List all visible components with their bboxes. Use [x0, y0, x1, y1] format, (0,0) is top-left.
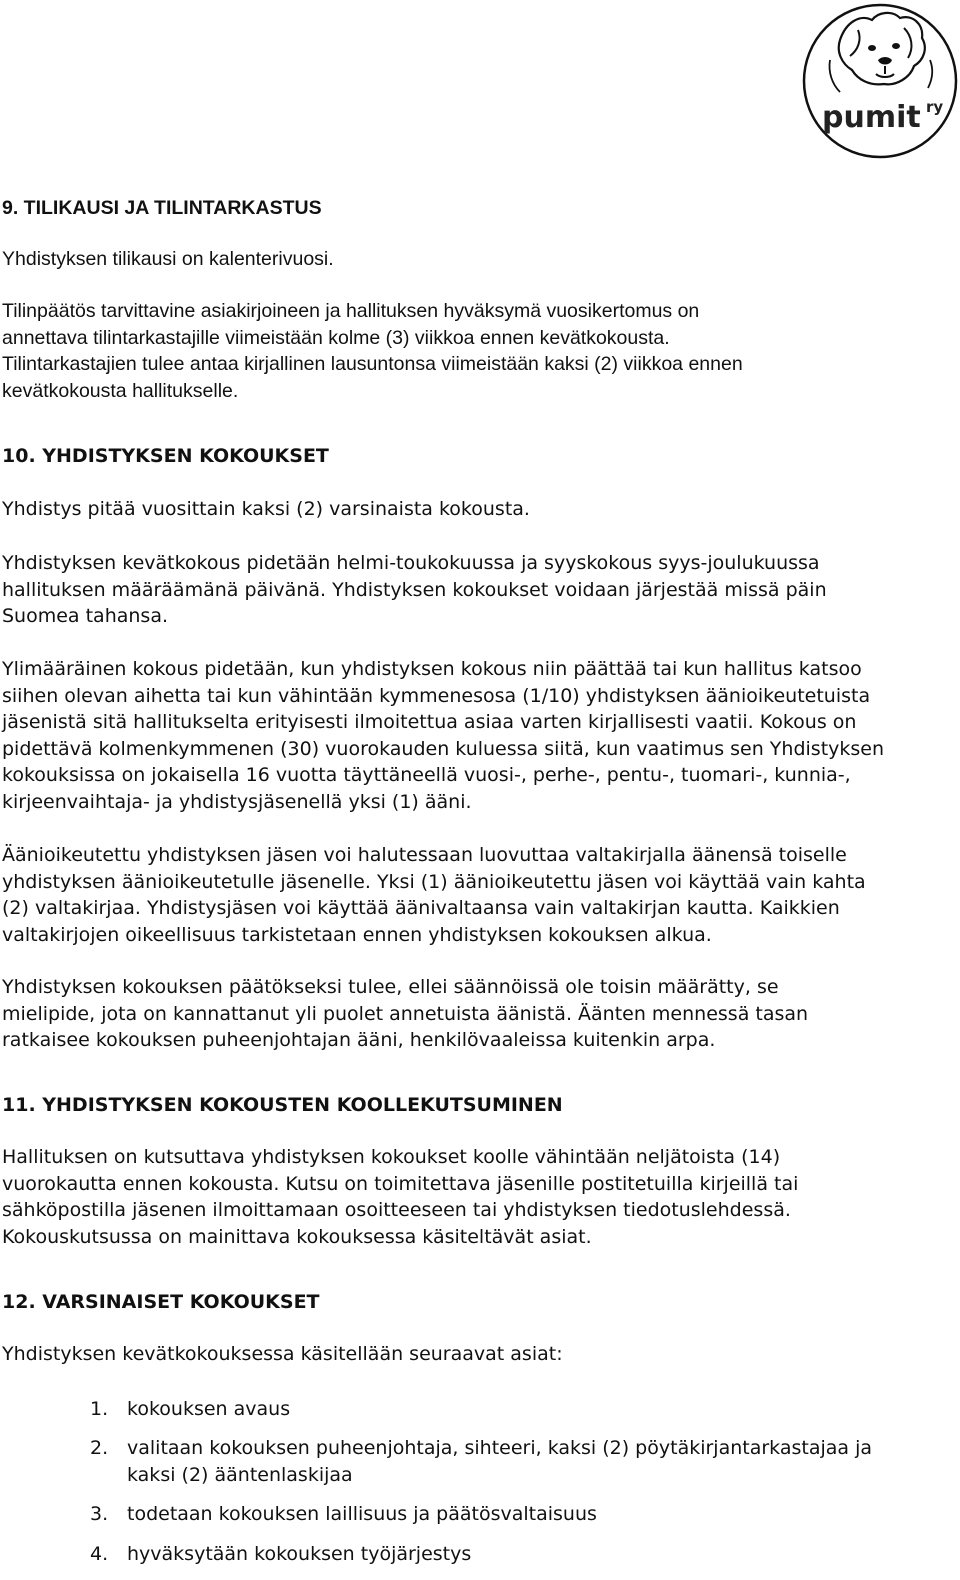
dog-logo-icon	[800, 0, 960, 162]
list-item-text: kokouksen avaus	[127, 1398, 291, 1420]
section-9-paragraph-2: Tilinpäätös tarvittavine asiakirjoineen ja hallituksen hyväksymä vuosikertomus on annettava tilintarkastajille viimeistään kolme (3) viikkoa ennen kevätkokousta. Tilintarkastajien tulee antaa kirjallinen lausuntonsa viimeistään kaksi (2) viikkoa ennen kevätkokousta hallitukselle.	[2, 300, 743, 402]
list-item-text: todetaan kokouksen laillisuus ja päätösvaltaisuus	[127, 1503, 597, 1525]
section-9-heading: 9. TILIKAUSI JA TILINTARKASTUS	[2, 197, 322, 219]
list-item-number: 3.	[90, 1503, 109, 1525]
list-item	[90, 1541, 950, 1568]
list-item-text: hyväksytään kokouksen työjärjestys	[127, 1543, 472, 1565]
list-item	[90, 1435, 950, 1488]
section-10-paragraph-2: Yhdistyksen kevätkokous pidetään helmi-toukokuussa ja syyskokous syys-joulukuussa hallituksen määräämänä päivänä. Yhdistyksen kokoukset voidaan järjestää missä päin Suomea tahansa.	[2, 552, 827, 627]
section-11-heading: 11. YHDISTYKSEN KOKOUSTEN KOOLLEKUTSUMINEN	[2, 1094, 563, 1116]
list-item	[90, 1396, 950, 1423]
logo-text: pumit	[822, 100, 921, 135]
section-12-heading: 12. VARSINAISET KOKOUKSET	[2, 1291, 320, 1313]
section-10-paragraph-4: Äänioikeutettu yhdistyksen jäsen voi halutessaan luovuttaa valtakirjalla äänensä toiselle yhdistyksen äänioikeutetulle jäsenelle. Yksi (1) äänioikeutettu jäsen voi käyttää vain kahta (2) valtakirjaa. Yhdistysjäsen voi käyttää äänivaltaansa vain valtakirjan kautta. Kaikkien valtakirjojen oikeellisuus tarkistetaan ennen yhdistyksen kokouksen alkua.	[2, 844, 866, 946]
section-10-heading: 10. YHDISTYKSEN KOKOUKSET	[2, 445, 329, 467]
section-10-paragraph-5: Yhdistyksen kokouksen päätökseksi tulee, ellei säännöissä ole toisin määrätty, se mielipide, jota on kannattanut yli puolet annetuista äänistä. Äänten mennessä tasan ratkaisee kokouksen puheenjohtajan ääni, henkilövaaleissa kuitenkin arpa.	[2, 976, 809, 1051]
list-item	[90, 1501, 950, 1528]
list-item-number: 2.	[90, 1437, 109, 1459]
section-9-paragraph-1: Yhdistyksen tilikausi on kalenterivuosi.	[2, 248, 334, 270]
section-11-paragraph-1: Hallituksen on kutsuttava yhdistyksen kokoukset koolle vähintään neljätoista (14) vuorokautta ennen kokousta. Kutsu on toimitettava jäsenille postitetuilla kirjeillä tai sähköpostilla jäsenen ilmoittamaan osoitteeseen tai yhdistyksen tiedotuslehdessä. Kokouskutsussa on mainittava kokouksessa käsiteltävät asiat.	[2, 1146, 799, 1248]
logo-suffix: ry	[926, 98, 944, 116]
list-item-text: valitaan kokouksen puheenjohtaja, sihteeri, kaksi (2) pöytäkirjantarkastajaa ja kaksi (2) ääntenlaskijaa	[127, 1437, 872, 1486]
pumit-logo	[800, 0, 960, 162]
list-item-number: 1.	[90, 1398, 109, 1420]
section-12-paragraph-1: Yhdistyksen kevätkokouksessa käsitellään seuraavat asiat:	[2, 1343, 563, 1365]
section-10-paragraph-1: Yhdistys pitää vuosittain kaksi (2) varsinaista kokousta.	[2, 498, 530, 520]
section-10-paragraph-3: Ylimääräinen kokous pidetään, kun yhdistyksen kokous niin päättää tai kun hallitus katsoo siihen olevan aihetta tai kun vähintään kymmenesosa (1/10) yhdistyksen äänioikeutetuista jäsenistä sitä hallitukselta erityisesti ilmoitettua asiaa varten kirjallisesti vaatii. Kokous on pidettävä kolmenkymmenen (30) vuorokauden kuluessa siitä, kun vaatimus sen Yhdistyksen kokouksissa on jokaisella 16 vuotta täyttäneellä vuosi-, perhe-, pentu-, tuomari-, kunnia-, kirjeenvaihtaja- ja yhdistysjäsenellä yksi (1) ääni.	[2, 658, 885, 813]
list-item-number: 4.	[90, 1543, 109, 1565]
